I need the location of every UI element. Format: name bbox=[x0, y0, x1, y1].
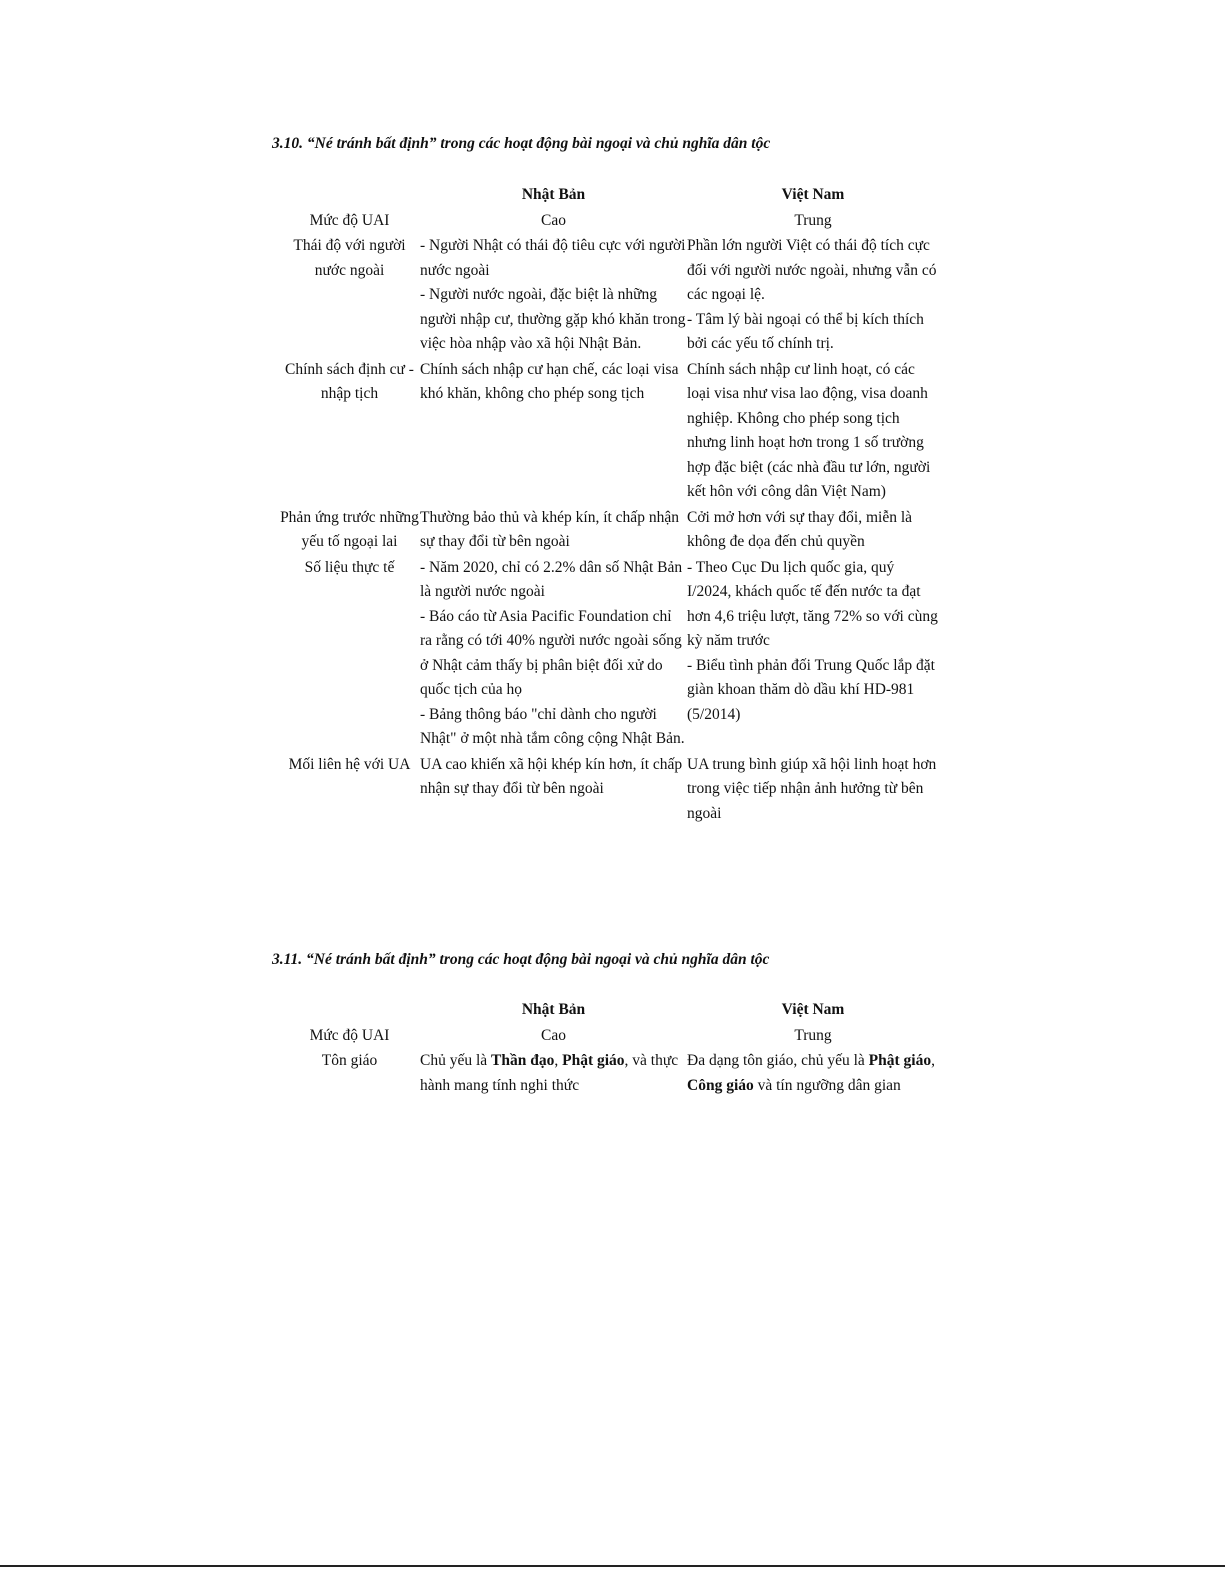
bold-term: Phật giáo bbox=[868, 1052, 932, 1069]
row-immigration-policy bbox=[279, 358, 939, 506]
table-header-row bbox=[279, 998, 939, 1024]
vietnam-facts-cell bbox=[687, 556, 939, 753]
row-facts bbox=[279, 556, 939, 753]
bold-term: Phật giáo bbox=[562, 1052, 625, 1069]
vietnam-uai-value: Trung bbox=[794, 211, 832, 229]
vietnam-relation-cell: UA trung bình giúp xã hội linh hoạt hơn trong việc tiếp nhận ảnh hưởng từ bên ngoài bbox=[687, 755, 937, 822]
row-reaction bbox=[279, 506, 939, 556]
japan-attitude-point: - Người nước ngoài, đặc biệt là những người nhập cư, thường gặp khó khăn trong việc hòa nhập vào xã hội Nhật Bản. bbox=[420, 286, 686, 352]
row-label: Chính sách định cư - nhập tịch bbox=[285, 360, 414, 402]
japan-fact: - Năm 2020, chỉ có 2.2% dân số Nhật Bản là người nước ngoài bbox=[420, 558, 683, 600]
row-uai-level bbox=[279, 209, 939, 235]
japan-facts-cell bbox=[420, 556, 687, 753]
header-japan: Nhật Bản bbox=[521, 1001, 586, 1018]
header-vietnam: Việt Nam bbox=[781, 186, 845, 203]
japan-attitude-point: - Người Nhật có thái độ tiêu cực với người nước ngoài bbox=[420, 237, 686, 279]
vietnam-attitude-point: Phần lớn người Việt có thái độ tích cực đối với người nước ngoài, nhưng vẫn có các ngoại lệ. bbox=[687, 237, 937, 303]
vietnam-reaction-cell: Cởi mở hơn với sự thay đổi, miễn là không đe dọa đến chủ quyền bbox=[687, 508, 913, 550]
row-label: Thái độ với người nước ngoài bbox=[293, 237, 406, 279]
japan-fact: - Bảng thông báo "chỉ dành cho người Nhật" ở một nhà tắm công cộng Nhật Bản. bbox=[420, 705, 685, 747]
header-japan: Nhật Bản bbox=[521, 186, 586, 203]
japan-fact: - Báo cáo từ Asia Pacific Foundation chỉ ra rằng có tới 40% người nước ngoài sống ở Nhật cảm thấy bị phân biệt đối xử do quốc tịch của họ bbox=[420, 607, 682, 698]
vietnam-policy-cell: Chính sách nhập cư linh hoạt, có các loại visa như visa lao động, visa doanh nghiệp. Không cho phép song tịch nhưng linh hoạt hơn trong 1 số trường hợp đặc biệt (các nhà đầu tư lớn, người kết hôn với công dân Việt Nam) bbox=[687, 360, 931, 500]
vietnam-uai-value: Trung bbox=[794, 1026, 832, 1044]
bottom-divider bbox=[0, 1565, 1225, 1567]
vietnam-attitude-cell bbox=[687, 234, 939, 358]
bold-term: Thần đạo bbox=[491, 1052, 555, 1069]
japan-attitude-cell bbox=[420, 234, 687, 358]
vietnam-fact: - Theo Cục Du lịch quốc gia, quý I/2024, khách quốc tế đến nước ta đạt hơn 4,6 triệu lượt, tăng 72% so với cùng kỳ năm trước bbox=[687, 558, 938, 649]
text: , và thực hành mang tính nghi thức bbox=[420, 1052, 679, 1094]
row-label: Mối liên hệ với UA bbox=[288, 755, 411, 773]
row-attitude bbox=[279, 234, 939, 358]
comparison-table-3-10 bbox=[279, 183, 939, 827]
header-empty-cell bbox=[279, 183, 420, 209]
japan-policy-cell: Chính sách nhập cư hạn chế, các loại visa khó khăn, không cho phép song tịch bbox=[420, 360, 679, 402]
bold-term: Công giáo bbox=[687, 1076, 754, 1094]
text: , bbox=[554, 1052, 563, 1069]
japan-reaction-cell: Thường bảo thủ và khép kín, ít chấp nhận sự thay đổi từ bên ngoài bbox=[420, 508, 679, 550]
japan-uai-value: Cao bbox=[541, 1026, 566, 1044]
section-3-11-title: 3.11. “Né tránh bất định” trong các hoạt động bài ngoại và chủ nghĩa dân tộc bbox=[272, 951, 770, 968]
row-religion bbox=[279, 1049, 939, 1099]
text: và tín ngưỡng dân gian bbox=[753, 1076, 901, 1094]
section-3-10-title: 3.10. “Né tránh bất định” trong các hoạt động bài ngoại và chủ nghĩa dân tộc bbox=[272, 135, 771, 152]
row-uai-level bbox=[279, 1024, 939, 1050]
vietnam-religion-cell bbox=[687, 1049, 939, 1099]
header-vietnam: Việt Nam bbox=[781, 1001, 845, 1018]
japan-uai-value: Cao bbox=[541, 211, 566, 229]
row-ua-relation bbox=[279, 753, 939, 828]
row-label: Mức độ UAI bbox=[309, 211, 390, 229]
japan-religion-cell bbox=[420, 1049, 687, 1099]
text: Đa dạng tôn giáo, chủ yếu là bbox=[687, 1052, 869, 1069]
vietnam-attitude-point: - Tâm lý bài ngoại có thể bị kích thích bởi các yếu tố chính trị. bbox=[687, 310, 924, 352]
text: , bbox=[931, 1052, 935, 1069]
vietnam-fact: - Biểu tình phản đối Trung Quốc lắp đặt giàn khoan thăm dò dầu khí HD-981 (5/2014) bbox=[687, 656, 935, 723]
header-empty-cell bbox=[279, 998, 420, 1024]
comparison-table-3-11 bbox=[279, 998, 939, 1099]
row-label: Tôn giáo bbox=[321, 1052, 378, 1069]
row-label: Số liệu thực tế bbox=[304, 558, 395, 576]
row-label: Mức độ UAI bbox=[309, 1026, 390, 1044]
text: Chủ yếu là bbox=[420, 1052, 492, 1069]
table-header-row bbox=[279, 183, 939, 209]
row-label: Phản ứng trước những yếu tố ngoại lai bbox=[280, 508, 419, 550]
japan-relation-cell: UA cao khiến xã hội khép kín hơn, ít chấp nhận sự thay đổi từ bên ngoài bbox=[420, 755, 683, 797]
